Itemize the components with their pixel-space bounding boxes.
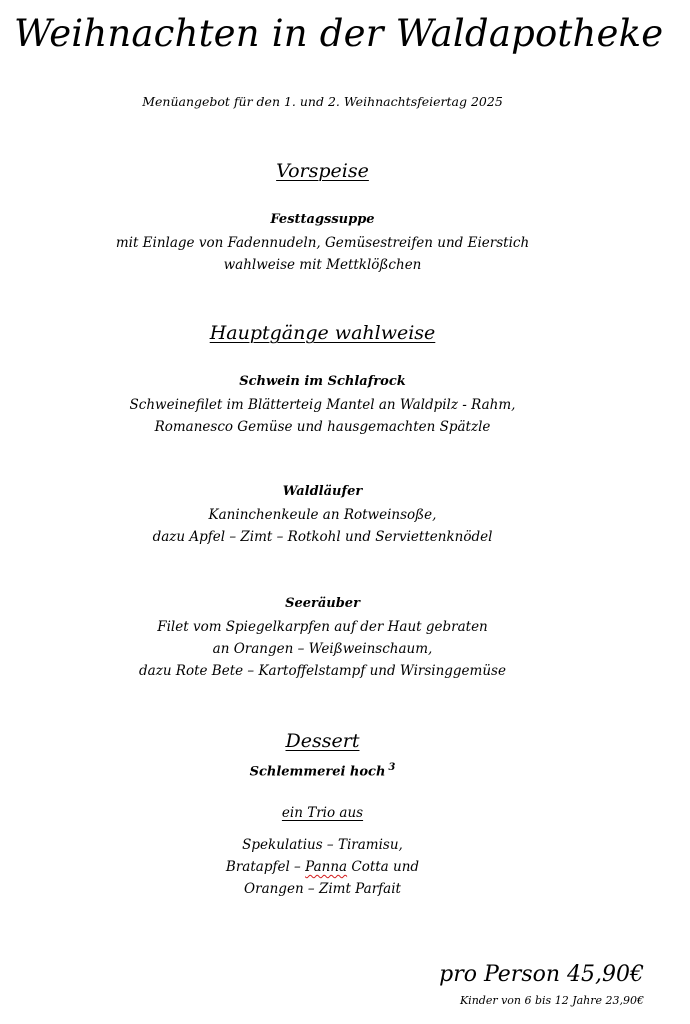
dessert-trio-list: [0, 834, 645, 900]
dish-desc-line: an Orangen – Weißweinschaum,: [212, 641, 433, 657]
dish-desc-seeraeuber: [0, 616, 645, 682]
section-heading-hauptgaenge: Hauptgänge wahlweise: [209, 322, 436, 344]
dish-desc-festtagssuppe: [0, 232, 645, 276]
dish-desc-line: Schweinefilet im Blätterteig Mantel an Waldpilz - Rahm,: [129, 397, 516, 413]
page-subtitle: Menüangebot für den 1. und 2. Weihnachtsfeiertag 2025: [142, 94, 503, 109]
section-heading-vorspeise: Vorspeise: [276, 160, 369, 182]
trio-label: ein Trio aus: [281, 805, 364, 821]
dish-name-schwein-im-schlafrock: Schwein im Schlafrock: [239, 374, 406, 389]
dish-name-festtagssuppe: Festtagssuppe: [270, 212, 375, 227]
dish-name-seeraeuber: Seeräuber: [285, 596, 360, 611]
dish-desc-line: dazu Rote Bete – Kartoffelstampf und Wirsinggemüse: [139, 663, 506, 679]
dish-desc-line: wahlweise mit Mettklößchen: [223, 257, 422, 273]
dish-desc-line: dazu Apfel – Zimt – Rotkohl und Serviettenknödel: [152, 529, 493, 545]
dish-desc-schwein-im-schlafrock: [0, 394, 645, 438]
dish-desc-line: Filet vom Spiegelkarpfen auf der Haut gebraten: [157, 619, 488, 635]
dessert-line-3: Orangen – Zimt Parfait: [244, 881, 401, 897]
superscript-3: 3: [388, 762, 396, 773]
dish-name-schlemmerei: [0, 762, 645, 779]
dessert-line-2: [0, 856, 645, 878]
dish-name-text: Schlemmerei hoch: [249, 764, 386, 780]
dish-desc-waldlaeufer: [0, 504, 645, 548]
dish-desc-line: Kaninchenkeule an Rotweinsoße,: [208, 507, 437, 523]
page-title: Weihnachten in der Waldapotheke: [14, 12, 664, 55]
dish-desc-line: Romanesco Gemüse und hausgemachten Spätzle: [154, 419, 491, 435]
spellcheck-marked-word: Panna: [305, 859, 348, 875]
trio-label-wrap: [0, 802, 645, 821]
price-kids: Kinder von 6 bis 12 Jahre 23,90€: [459, 994, 644, 1007]
section-heading-dessert: Dessert: [285, 730, 360, 752]
dish-desc-line: mit Einlage von Fadennudeln, Gemüsestreifen und Eierstich: [115, 235, 530, 251]
dessert-line-1: Spekulatius – Tiramisu,: [242, 837, 403, 853]
dessert-line-2-suffix: Cotta und: [347, 859, 420, 875]
price-per-person: pro Person 45,90€: [439, 962, 644, 987]
dish-name-waldlaeufer: Waldläufer: [282, 484, 363, 499]
dessert-line-2-prefix: Bratapfel –: [225, 859, 306, 875]
